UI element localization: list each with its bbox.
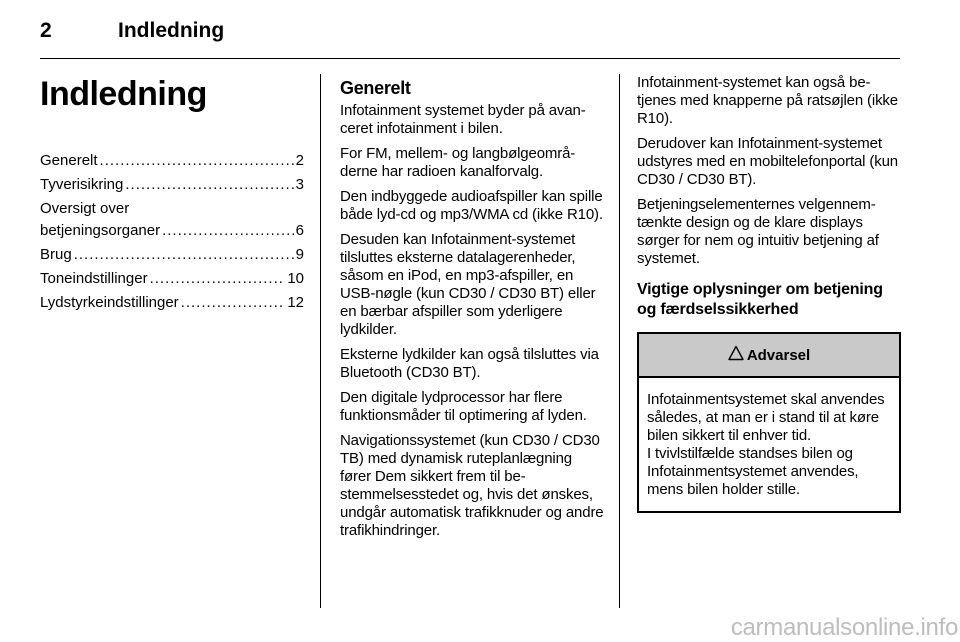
toc-page: 10 bbox=[287, 270, 304, 287]
subheading: Vigtige oplysninger om betjening og færdselssikkerhed bbox=[637, 281, 883, 318]
paragraph: Betjeningselementernes velgennemtænkte design og de klare displays sørger for nem og intuitiv betjening af systemet. bbox=[637, 196, 879, 267]
toc-page: 3 bbox=[295, 176, 304, 193]
running-title: Indledning bbox=[118, 19, 225, 42]
warning-triangle-icon bbox=[728, 345, 744, 365]
toc-label: Oversigt over betjeningsorganer bbox=[40, 200, 161, 239]
header-rule bbox=[40, 58, 900, 59]
toc-page: 2 bbox=[295, 152, 304, 169]
warning-title: Advarsel bbox=[746, 346, 811, 364]
column-left bbox=[40, 74, 304, 316]
paragraph: For FM, mellem- og langbølgeområderne har radioen kanalforvalg. bbox=[340, 145, 576, 180]
paragraph: Navigationssystemet (kun CD30 / CD30 TB) med dynamisk ruteplanlægning fører Dem sikkert frem til bestemmelsesstedet og, hvis det ønskes, undgår automatisk trafikknuder og andre trafikhindringer. bbox=[340, 432, 604, 539]
paragraph: Den digitale lydprocessor har flere funktionsmåder til optimering af lyden. bbox=[340, 389, 587, 424]
watermark: carmanualsonline.info bbox=[730, 614, 958, 641]
column-middle bbox=[340, 74, 604, 547]
toc-label: Brug bbox=[40, 246, 72, 263]
toc-entry[interactable] bbox=[40, 292, 304, 314]
warning-body bbox=[639, 378, 899, 511]
warning-line: I tvivlstilfælde standses bilen og Infotainmentsystemet anvendes, mens bilen holder stille. bbox=[647, 445, 859, 498]
paragraph: Derudover kan Infotainment-systemet udstyres med en mobiltelefonportal (kun CD30 / CD30 BT). bbox=[637, 135, 898, 188]
section-heading: Generelt bbox=[340, 78, 411, 98]
toc-entry[interactable] bbox=[40, 174, 304, 196]
paragraph: Eksterne lydkilder kan også tilsluttes via Bluetooth (CD30 BT). bbox=[340, 346, 599, 381]
toc-entry[interactable] bbox=[40, 150, 304, 172]
column-divider-1 bbox=[320, 74, 321, 608]
toc-label: Generelt bbox=[40, 152, 98, 169]
toc-page: 9 bbox=[295, 246, 304, 263]
warning-box bbox=[637, 332, 901, 513]
toc-label: Tyverisikring bbox=[40, 176, 124, 193]
toc-page: 6 bbox=[295, 222, 304, 239]
table-of-contents bbox=[40, 150, 304, 314]
toc-label: Toneindstillinger bbox=[40, 270, 148, 287]
paragraph: Desuden kan Infotainment-systemet tilsluttes eksterne datalagerenheder, såsom en iPod, en mp3-afspiller, en USB-nøgle (kun CD30 / CD30 BT) eller en bærbar afspiller som yderligere lydkilder. bbox=[340, 231, 596, 338]
chapter-title: Indledning bbox=[40, 75, 207, 113]
page-number: 2 bbox=[40, 19, 52, 42]
paragraph: Den indbyggede audioafspiller kan spille både lyd-cd og mp3/WMA cd (ikke R10). bbox=[340, 188, 603, 223]
toc-entry[interactable] bbox=[40, 268, 304, 290]
toc-label: Lydstyrkeindstillinger bbox=[40, 294, 179, 311]
page-header bbox=[40, 19, 900, 47]
column-right bbox=[637, 74, 901, 513]
paragraph: Infotainment-systemet kan også betjenes med knapperne på ratsøjlen (ikke R10). bbox=[637, 74, 898, 127]
paragraph: Infotainment systemet byder på avanceret infotainment i bilen. bbox=[340, 102, 586, 137]
toc-entry[interactable] bbox=[40, 244, 304, 266]
toc-entry[interactable] bbox=[40, 198, 304, 242]
warning-header bbox=[639, 334, 899, 378]
column-divider-2 bbox=[619, 74, 620, 608]
warning-line: Infotainmentsystemet skal anvendes således, at man er i stand til at køre bilen sikkert til enhver tid. bbox=[647, 391, 885, 444]
toc-page: 12 bbox=[287, 294, 304, 311]
